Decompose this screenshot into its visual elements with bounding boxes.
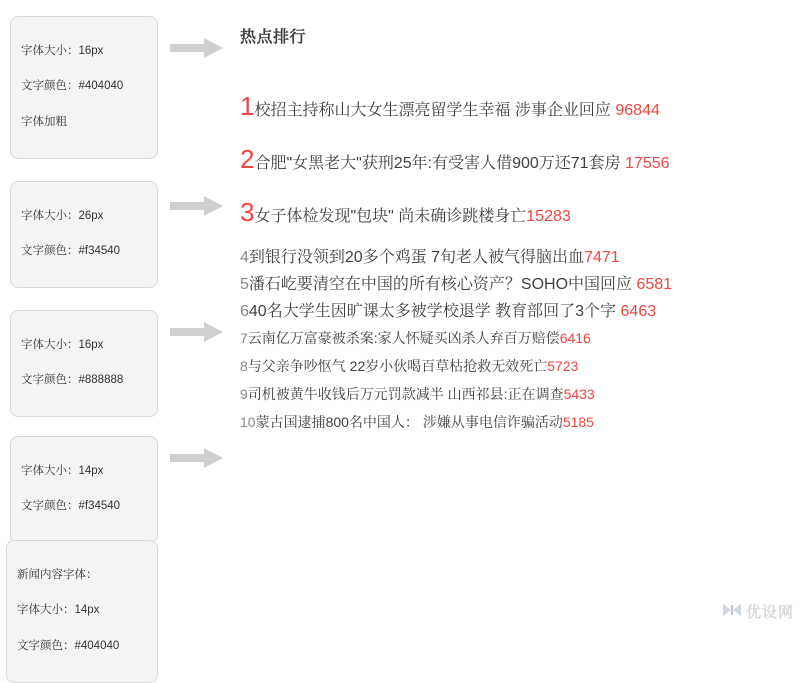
rank-number: 6 xyxy=(240,302,249,320)
view-count: 15283 xyxy=(526,208,571,225)
callout-line: 文字颜色：#f34540 xyxy=(21,245,121,258)
rank-number: 10 xyxy=(240,414,256,431)
watermark-text: 优设网 xyxy=(745,604,794,621)
view-count: 96844 xyxy=(615,102,660,119)
rank-number: 7 xyxy=(240,330,248,347)
headline-text[interactable]: 校招主持称山大女生漂亮留学生幸福 涉事企业回应 xyxy=(254,102,611,119)
page-title: 热点排行 xyxy=(240,29,307,46)
view-count: 5185 xyxy=(562,414,594,431)
headline-text[interactable]: 女子体检发现"包块" 尚未确诊跳楼身亡 xyxy=(254,208,527,225)
callout-line: 文字颜色：#404040 xyxy=(21,80,124,93)
callout-rank-small-style xyxy=(10,310,158,417)
rank-number: 5 xyxy=(240,275,249,293)
view-count: 7471 xyxy=(584,249,620,266)
view-count: 17556 xyxy=(625,155,670,172)
callout-line: 字体加粗 xyxy=(21,116,67,129)
rank-number: 1 xyxy=(240,91,255,121)
callout-line: 文字颜色：#888888 xyxy=(21,374,124,387)
list-item[interactable] xyxy=(240,410,788,436)
callout-line: 字体大小：14px xyxy=(17,604,100,617)
hot-ranking-panel xyxy=(240,24,788,438)
list-item[interactable] xyxy=(240,87,788,126)
callout-rank-tight-style xyxy=(10,436,158,543)
callout-news-content-style xyxy=(6,540,158,683)
right-arrow-icon xyxy=(170,36,224,60)
headline-text[interactable]: 40名大学生因旷课太多被学校退学 教育部回了3个字 xyxy=(248,302,617,320)
callout-rank-number-style xyxy=(10,181,158,288)
rank-number: 2 xyxy=(240,144,255,174)
headline-text[interactable]: 司机被黄牛收钱后万元罚款减半 山西祁县:正在调查 xyxy=(247,386,564,403)
watermark xyxy=(722,601,794,622)
list-item[interactable] xyxy=(240,193,788,232)
view-count: 5723 xyxy=(547,358,579,375)
right-arrow-icon xyxy=(170,194,224,218)
rank-number: 3 xyxy=(240,197,255,227)
headline-text[interactable]: 云南亿万富豪被杀案:家人怀疑买凶杀人弃百万赔偿 xyxy=(247,330,560,347)
callout-line: 字体大小：16px xyxy=(21,338,104,351)
list-item[interactable] xyxy=(240,246,788,271)
callout-line: 字体大小：14px xyxy=(21,464,104,477)
view-count: 5433 xyxy=(563,386,595,403)
list-item[interactable] xyxy=(240,140,788,179)
view-count: 6581 xyxy=(636,275,673,293)
rank-number: 4 xyxy=(240,249,249,266)
headline-text[interactable]: 与父亲争吵怄气 22岁小伙喝百草枯抢救无效死亡 xyxy=(247,358,548,375)
headline-text[interactable]: 合肥"女黑老大"获刑25年:有受害人借900万还71套房 xyxy=(254,155,621,172)
news-list xyxy=(240,87,788,436)
callout-line: 文字颜色：#404040 xyxy=(17,640,120,653)
view-count: 6463 xyxy=(620,302,657,320)
list-item[interactable] xyxy=(240,326,788,352)
list-item[interactable] xyxy=(240,354,788,380)
callout-title-style xyxy=(10,16,158,159)
headline-text[interactable]: 蒙古国逮捕800名中国人： 涉嫌从事电信诈骗活动 xyxy=(255,414,563,431)
list-item[interactable] xyxy=(240,273,788,298)
butterfly-logo-icon xyxy=(722,602,742,622)
callout-line: 字体大小：16px xyxy=(21,44,104,57)
rank-number: 8 xyxy=(240,358,248,375)
headline-text[interactable]: 潘石屹要清空在中国的所有核心资产？SOHO中国回应 xyxy=(248,275,633,293)
right-arrow-icon xyxy=(170,320,224,344)
callout-line: 新闻内容字体： xyxy=(17,568,98,581)
list-item[interactable] xyxy=(240,300,788,325)
right-arrow-icon xyxy=(170,446,224,470)
view-count: 6416 xyxy=(559,330,591,347)
list-item[interactable] xyxy=(240,382,788,408)
callout-line: 文字颜色：#f34540 xyxy=(21,500,121,513)
rank-number: 9 xyxy=(240,386,248,403)
callout-line: 字体大小：26px xyxy=(21,209,104,222)
headline-text[interactable]: 到银行没领到20多个鸡蛋 7旬老人被气得脑出血 xyxy=(248,249,585,266)
